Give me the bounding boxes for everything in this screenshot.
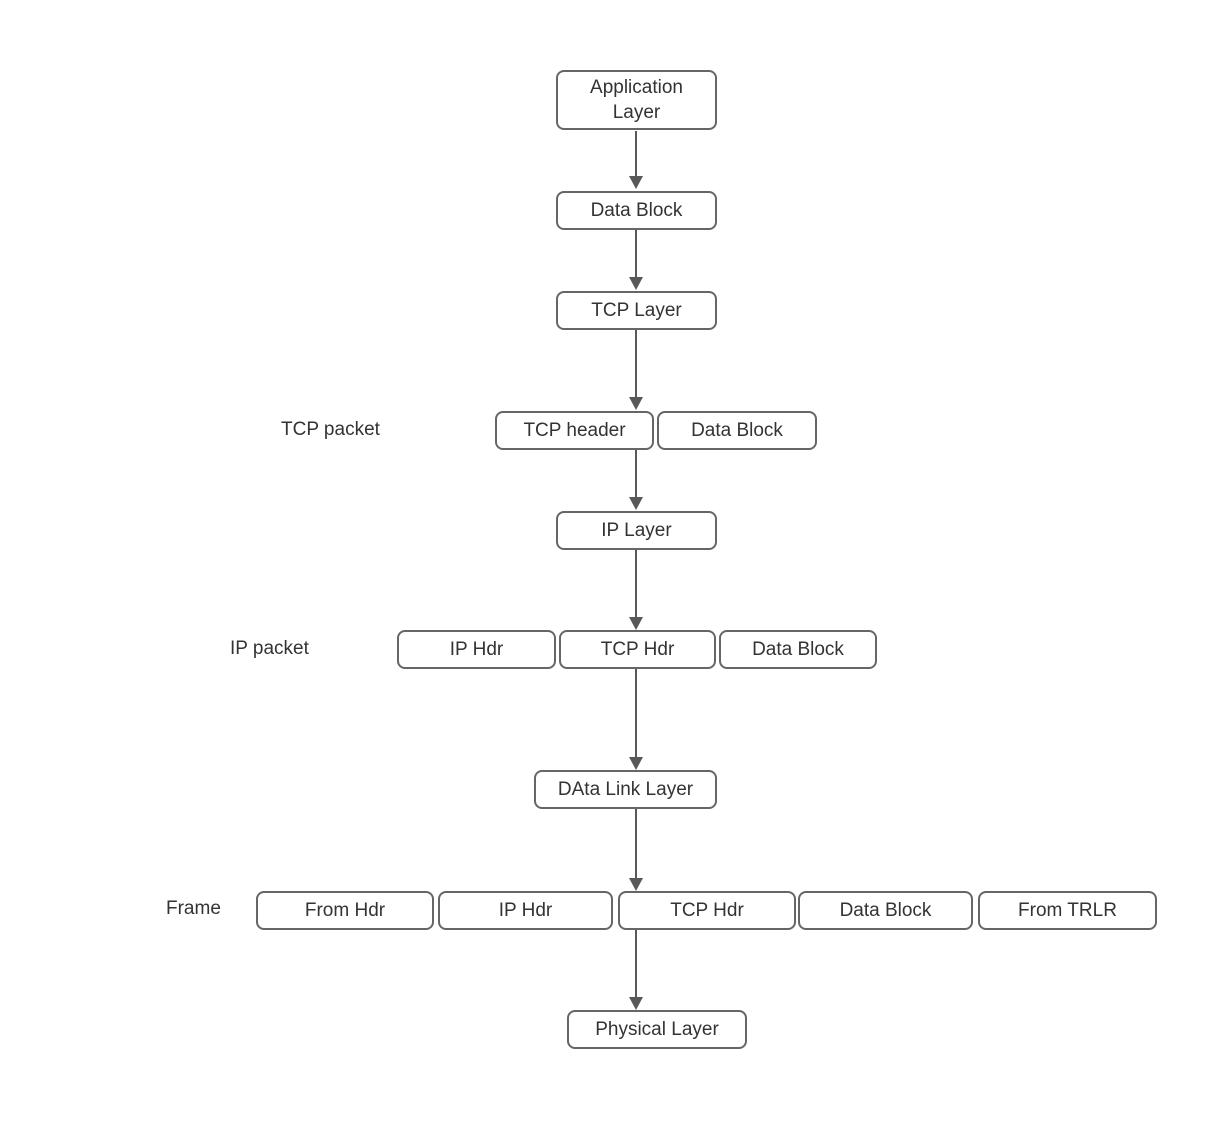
- node-ip-hdr-2: IP Hdr: [438, 891, 613, 930]
- node-data-block-4: Data Block: [798, 891, 973, 930]
- node-data-block-1: Data Block: [556, 191, 717, 230]
- node-physical-layer: Physical Layer: [567, 1010, 747, 1049]
- node-tcp-hdr-2: TCP Hdr: [618, 891, 796, 930]
- node-ip-hdr-1: IP Hdr: [397, 630, 556, 669]
- node-application-layer: Application Layer: [556, 70, 717, 130]
- arrow-down-icon: [629, 230, 643, 290]
- node-from-hdr: From Hdr: [256, 891, 434, 930]
- row-label-ip-packet: IP packet: [230, 638, 309, 659]
- arrow-down-icon: [629, 550, 643, 630]
- node-data-block-2: Data Block: [657, 411, 817, 450]
- arrow-down-icon: [629, 809, 643, 891]
- node-tcp-header: TCP header: [495, 411, 654, 450]
- node-ip-layer: IP Layer: [556, 511, 717, 550]
- arrow-down-icon: [629, 930, 643, 1010]
- node-tcp-hdr-1: TCP Hdr: [559, 630, 716, 669]
- node-from-trlr: From TRLR: [978, 891, 1157, 930]
- node-data-link-layer: DAta Link Layer: [534, 770, 717, 809]
- node-data-block-3: Data Block: [719, 630, 877, 669]
- row-label-tcp-packet: TCP packet: [281, 419, 380, 440]
- node-tcp-layer: TCP Layer: [556, 291, 717, 330]
- arrow-down-icon: [629, 450, 643, 510]
- arrow-down-icon: [629, 330, 643, 410]
- row-label-frame: Frame: [166, 898, 221, 919]
- arrow-down-icon: [629, 131, 643, 189]
- arrow-down-icon: [629, 669, 643, 770]
